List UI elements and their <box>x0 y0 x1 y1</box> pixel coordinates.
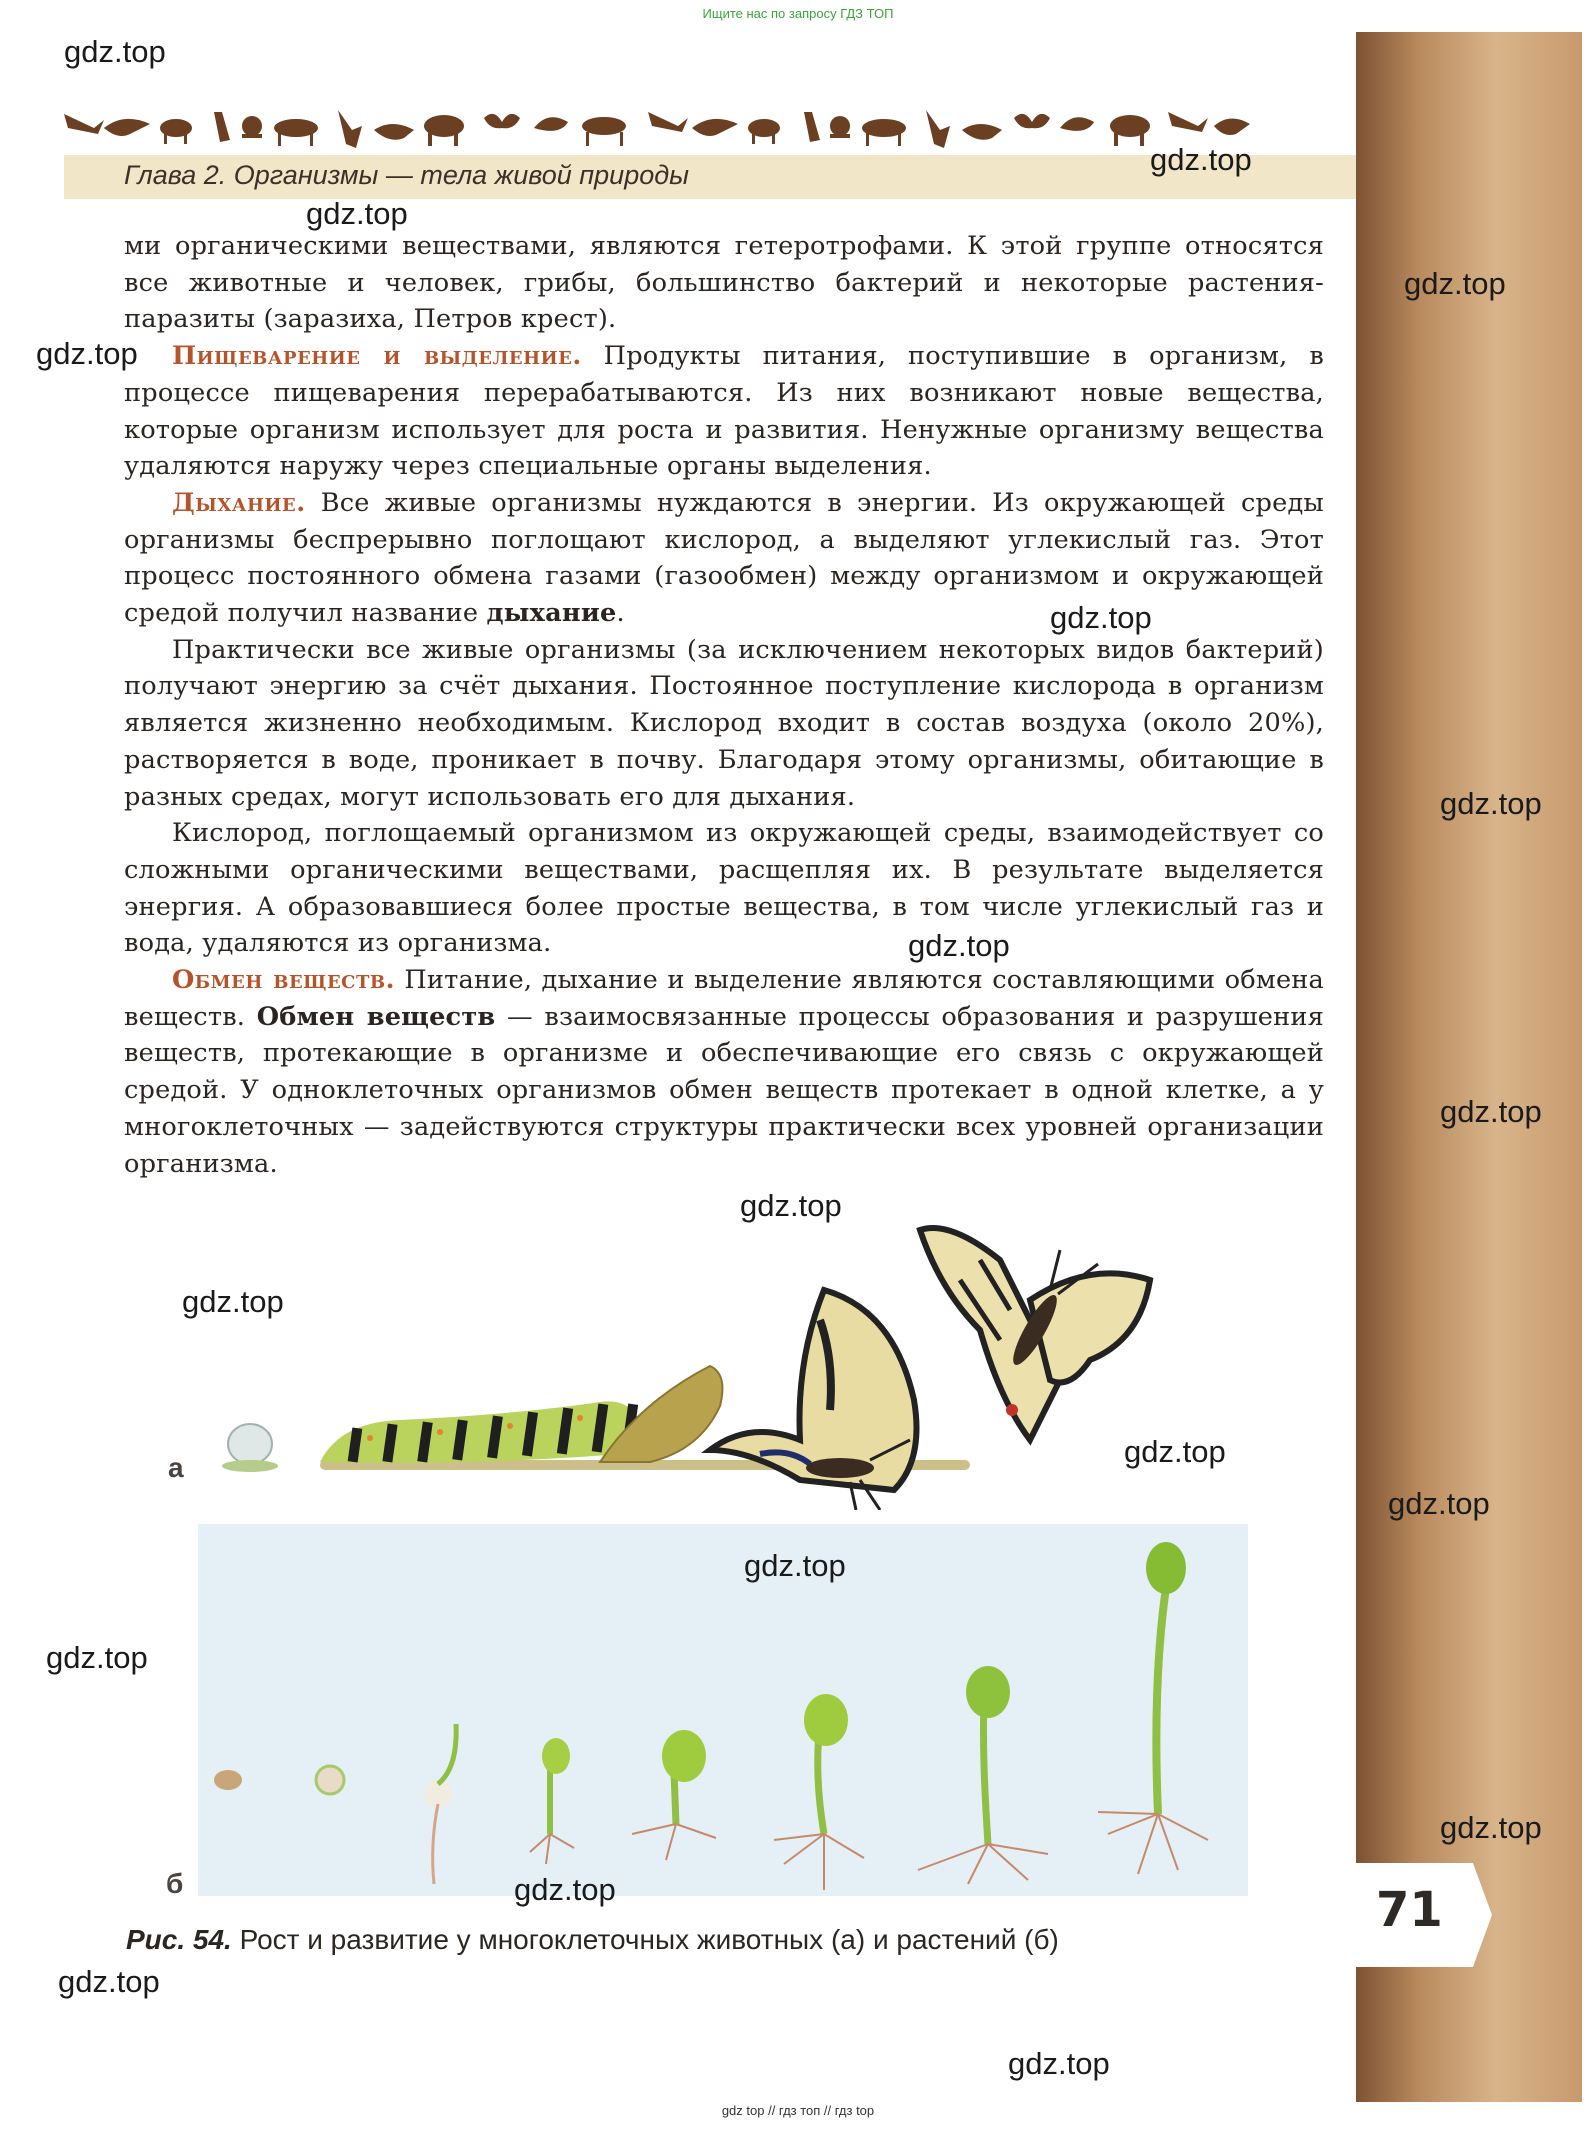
seedling-stage-8 <box>1098 1542 1208 1874</box>
paragraph-text: Все живые организмы нуждаются в энергии. Из окружающей среды организмы беспрерывно поглощают кислород, а выделяют углекислый газ. Этот процесс постоянного обмена газами (газообмен) между организмом и окружающей средой получил название <box>124 487 1324 629</box>
figure-label-b: б <box>166 1868 184 1899</box>
watermark: gdz.top <box>1440 1810 1542 1845</box>
watermark: gdz.top <box>1404 266 1506 301</box>
paragraph-text: — взаимосвязанные процессы образования и разрушения веществ, протекающие в организме и обеспечивающие его связь с окружающей средой. У одноклеточных организмов обмен веществ протекает в одной клетке, а у многоклеточных — задействуются структуры практически всех уровней организации организма. <box>124 1001 1324 1179</box>
watermark: gdz.top <box>1124 1434 1226 1469</box>
seedling-stage-5 <box>632 1730 716 1860</box>
section-heading-respiration: Дыхание. <box>172 487 306 518</box>
top-note: Ищите нас по запросу ГДЗ ТОП <box>702 6 894 21</box>
seedling-stage-3 <box>424 1724 456 1884</box>
seedling-stage-6 <box>774 1694 864 1890</box>
section-heading-metabolism: Обмен веществ. <box>172 965 396 996</box>
bottom-note: gdz top // гдз топ // гдз top <box>721 2103 875 2118</box>
watermark: gdz.top <box>1388 1486 1490 1521</box>
term-respiration: дыхание <box>486 598 617 629</box>
seed-stage-2 <box>316 1766 344 1794</box>
paragraph: Кислород, поглощаемый организмом из окружающей среды, взаимодействует со сложными органическими веществами, расщепляя их. В результате выделяется энергия. А образовавшиеся более простые вещества, в том числе углекислый газ и вода, удаляются из организма. <box>124 818 1324 959</box>
watermark: gdz.top <box>64 34 166 69</box>
term-metabolism: Обмен веществ <box>256 1001 496 1032</box>
body-text <box>124 228 1324 1182</box>
paragraph-text: Питание, дыхание и выделение являются составляющими обмена веществ. <box>124 965 1325 1032</box>
chapter-title: Глава 2. Организмы — тела живой природы <box>124 160 690 190</box>
watermark: gdz.top <box>514 1872 616 1907</box>
paragraph-text: Продукты питания, поступившие в организм, в процессе пищеварения перерабатываются. Из них возникают новые вещества, которые организм использует для роста и развития. Ненужные организму вещества удаляются наружу через специальные органы выделения. <box>124 341 1324 482</box>
watermark: gdz.top <box>1150 142 1252 177</box>
watermark: gdz.top <box>306 196 408 231</box>
section-heading-digestion: Пищеварение и выделение. <box>172 341 582 372</box>
figure-label-a: а <box>168 1452 184 1483</box>
watermark: gdz.top <box>58 1964 160 1999</box>
watermark: gdz.top <box>46 1640 148 1675</box>
watermark: gdz.top <box>744 1548 846 1583</box>
watermark: gdz.top <box>1008 2046 1110 2081</box>
animal-silhouettes-decoration <box>64 104 1254 150</box>
paragraph-text-end: . <box>616 598 625 629</box>
paragraph-metabolism <box>124 962 1324 1182</box>
butterfly-resting-image <box>710 1290 917 1510</box>
page-number: 71 <box>1376 1882 1443 1938</box>
paragraph-digestion <box>124 338 1324 485</box>
watermark: gdz.top <box>1440 1094 1542 1129</box>
seedling-stage-4 <box>530 1738 574 1864</box>
figure-number: Рис. 54. <box>126 1924 232 1955</box>
paragraph: ми органическими веществами, являются гетеротрофами. К этой группе относятся все животные и человек, грибы, большинство бактерий и некоторые растения-паразиты (заразиха, Петров крест). <box>124 231 1324 335</box>
seed-stage-1 <box>214 1770 242 1790</box>
figure-caption <box>126 1924 1059 1956</box>
seedling-stage-7 <box>918 1666 1048 1884</box>
caterpillar-image <box>320 1401 644 1462</box>
watermark: gdz.top <box>1440 786 1542 821</box>
watermark: gdz.top <box>1050 600 1152 635</box>
butterfly-life-cycle-illustration <box>200 1200 1260 1510</box>
watermark: gdz.top <box>182 1284 284 1319</box>
egg-image <box>228 1424 272 1464</box>
watermark: gdz.top <box>908 928 1010 963</box>
watermark: gdz.top <box>740 1188 842 1223</box>
watermark: gdz.top <box>36 336 138 371</box>
plant-germination-illustration <box>198 1524 1248 1896</box>
butterfly-flying-image <box>920 1228 1150 1440</box>
page-side-stripe <box>1356 32 1582 2102</box>
paragraph: Практически все живые организмы (за исключением некоторых видов бактерий) получают энергию за счёт дыхания. Постоянное поступление кислорода в организм является жизненно необходимым. Кислород входит в состав воздуха (около 20%), растворяется в воде, проникает в почву. Благодаря этому организмы, обитающие в разных средах, могут использовать его для дыхания. <box>124 634 1324 812</box>
figure-caption-text: Рост и развитие у многоклеточных животных (а) и растений (б) <box>231 1924 1059 1955</box>
